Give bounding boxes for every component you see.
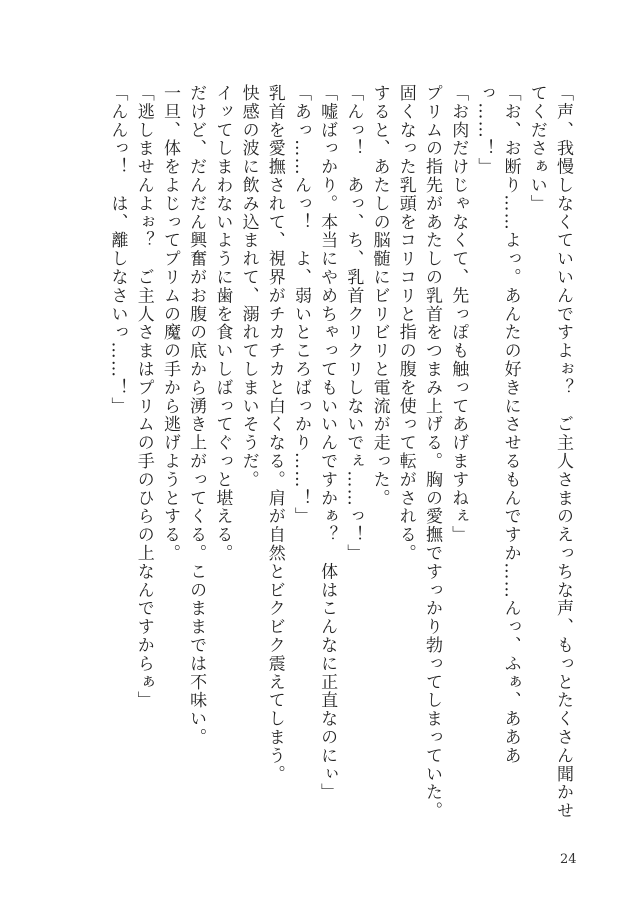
paragraph: 「んんっ！ は、離しなさいっ……！」 [107, 84, 128, 416]
vertical-text-body [56, 84, 576, 824]
paragraph: 快感の波に飲み込まれて、溺れてしまいそうだ。 [238, 84, 259, 489]
paragraph: 乳首を愛撫されて、視界がチカチカと白くなる。肩が自然とビクビク震えてしまう。 [264, 84, 285, 784]
paragraph: イッてしまわないように歯を食いしばってぐっと堪える。 [212, 84, 233, 563]
paragraph: プリムの指先があたしの乳首をつまみ上げる。胸の愛撫ですっかり勃ってしまっていた。 [421, 84, 442, 820]
paragraph: 「お肉だけじゃなくて、先っぽも触ってあげますねぇ」 [448, 84, 469, 544]
paragraph: 「嘘ばっかり。本当にやめちゃってもいいんですかぁ？ 体はこんなに正直なのにぃ」 [317, 84, 338, 802]
paragraph: 「あっ……んっ！ よ、弱いところばっかり……！」 [290, 84, 311, 526]
paragraph: すると、あたしの脳髄にビリビリと電流が走った。 [369, 84, 390, 508]
paragraph: 一旦、体をよじってプリムの魔の手から逃げようとする。 [159, 84, 180, 563]
paragraph: 固くなった乳頭をコリコリと指の腹を使って転がされる。 [395, 84, 416, 563]
page-number: 24 [560, 852, 577, 867]
paragraph: 「お、お断り……よっ。あんたの好きにさせるもんですか……んっ、ふぁ、あああっ……！」 [474, 84, 521, 765]
paragraph: だけど、だんだん興奮がお腹の底から湧き上がってくる。このままでは不味い。 [186, 84, 207, 747]
paragraph: 「逃しませんよぉ？ ご主人さまはプリムの手のひらの上なんですからぁ」 [133, 84, 154, 710]
paragraph: 「声、我慢しなくていいんですよぉ？ ご主人さまのえっちな声、もっとたくさん聞かせてくださぁい」 [526, 84, 573, 820]
paragraph: 「んっ！ あっ、ち、乳首クリクリしないでぇ……っ！」 [343, 84, 364, 563]
